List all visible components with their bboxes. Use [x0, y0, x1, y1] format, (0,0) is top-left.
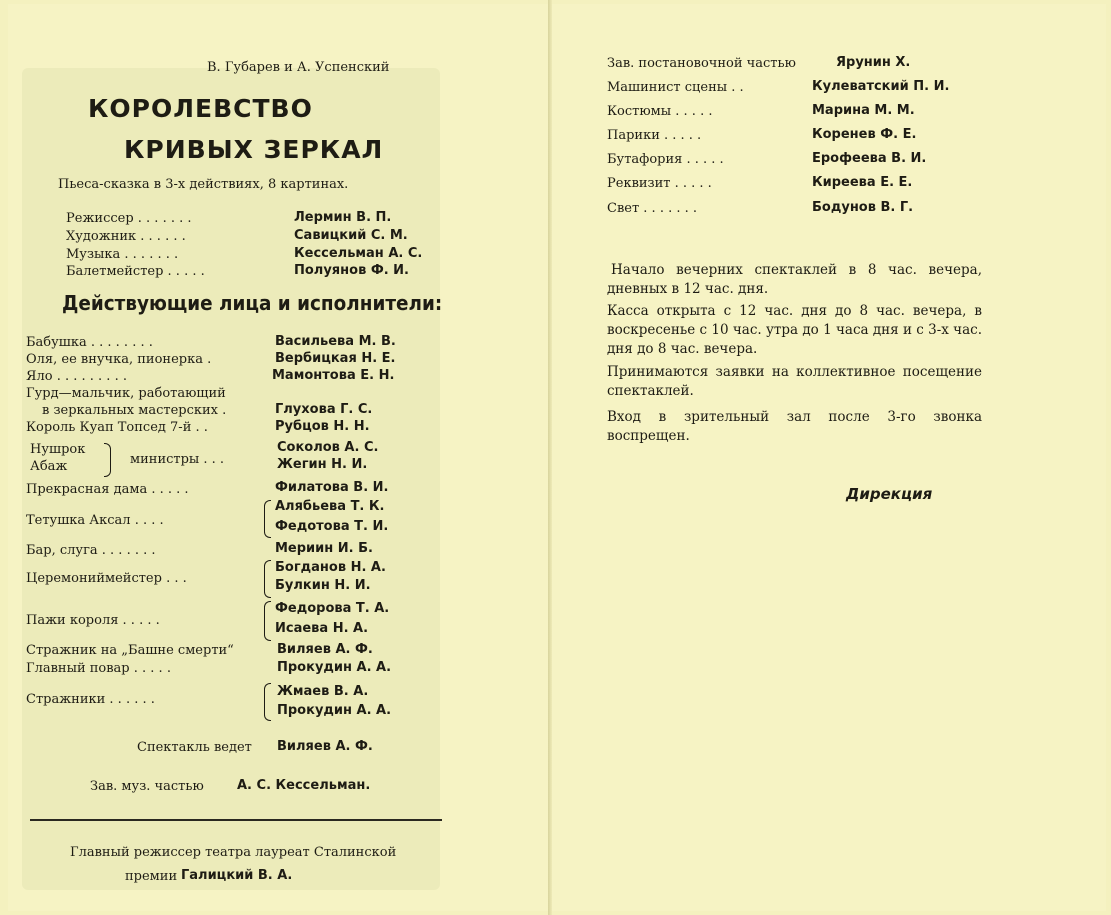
cast-role: Нушрок — [30, 442, 86, 457]
staff-role: Бутафория . . . . . — [607, 152, 724, 167]
cast-role: Король Куап Топсед 7-й . . — [26, 420, 208, 435]
cast-name: Богданов Н. А. — [275, 560, 386, 575]
crew-name: Полуянов Ф. И. — [294, 263, 409, 278]
cast-name: Васильева М. В. — [275, 334, 396, 349]
staff-role: Машинист сцены . . — [607, 80, 744, 95]
footer-line-2-label: премии — [125, 869, 178, 884]
crew-role: Режиссер . . . . . . . — [66, 211, 192, 226]
staff-role: Костюмы . . . . . — [607, 104, 713, 119]
cast-name: Федорова Т. А. — [275, 601, 390, 616]
cast-group: министры . . . — [130, 452, 225, 467]
brace-pages — [264, 601, 271, 641]
crew-role: Балетмейстер . . . . . — [66, 264, 205, 279]
cast-role: Гурд—мальчик, работающий — [26, 386, 226, 401]
title-line-1: КОРОЛЕВСТВО — [88, 94, 313, 123]
staff-role: Зав. постановочной частью — [607, 56, 796, 71]
page-fold — [548, 0, 552, 915]
cast-name: Мамонтова Е. Н. — [272, 368, 395, 383]
brace-aunt — [264, 500, 271, 538]
signature-direktsiya: Дирекция — [846, 485, 933, 503]
cast-name: Глухова Г. С. — [275, 402, 373, 417]
staff-name: Ерофеева В. И. — [812, 151, 927, 166]
cast-name: Булкин Н. И. — [275, 578, 371, 593]
subtitle: Пьеса-сказка в 3-х действиях, 8 картинах. — [58, 177, 349, 192]
staff-role: Парики . . . . . — [607, 128, 702, 143]
crew-name: Савицкий С. М. — [294, 228, 408, 243]
cast-name: Жегин Н. И. — [277, 457, 368, 472]
crew-name: Лермин В. П. — [294, 210, 392, 225]
staff-name: Кулеватский П. И. — [812, 79, 950, 94]
authors: В. Губарев и А. Успенский — [207, 60, 390, 75]
stage-manager-name: Виляев А. Ф. — [277, 739, 373, 754]
cast-role: Церемониймейстер . . . — [26, 571, 187, 586]
staff-name: Ярунин Х. — [836, 55, 911, 70]
cast-name: Исаева Н. А. — [275, 621, 369, 636]
staff-name: Бодунов В. Г. — [812, 200, 914, 215]
box-office-hours: Касса открыта с 12 час. дня до 8 час. вечера, в воскресенье с 10 час. утра до 1 часа дня и с 3-х час. дня до 8 час. вечера. — [607, 303, 982, 357]
cast-role: Яло . . . . . . . . . — [26, 369, 127, 384]
crew-name: Кессельман А. С. — [294, 246, 423, 261]
staff-name: Киреева Е. Е. — [812, 175, 913, 190]
cast-role: Бар, слуга . . . . . . . — [26, 543, 156, 558]
brace-ceremony — [264, 560, 271, 598]
cast-role: Тетушка Аксал . . . . — [26, 513, 164, 528]
cast-role: Пажи короля . . . . . — [26, 613, 160, 628]
cast-name: Виляев А. Ф. — [277, 642, 373, 657]
title-line-2: КРИВЫХ ЗЕРКАЛ — [124, 135, 384, 164]
cast-role: Абаж — [30, 459, 68, 474]
cast-role: Бабушка . . . . . . . . — [26, 335, 153, 350]
cast-role: Стражники . . . . . . — [26, 692, 155, 707]
music-head-name: А. С. Кессельман. — [237, 778, 371, 793]
cast-role: Главный повар . . . . . — [26, 661, 171, 676]
cast-name: Вербицкая Н. Е. — [275, 351, 396, 366]
cast-name: Федотова Т. И. — [275, 519, 389, 534]
staff-name: Марина М. М. — [812, 103, 915, 118]
cast-name: Филатова В. И. — [275, 480, 389, 495]
cast-role: Оля, ее внучка, пионерка . — [26, 352, 212, 367]
footer-line-1: Главный режиссер театра лауреат Сталинской — [70, 845, 397, 860]
footer-line-2-name: Галицкий В. А. — [181, 868, 293, 883]
cast-name: Прокудин А. А. — [277, 660, 392, 675]
stage-manager-label: Спектакль ведет — [137, 740, 252, 755]
crew-role: Музыка . . . . . . . — [66, 247, 179, 262]
performance-times: Начало вечерних спектаклей в 8 час. вечера, дневных в 12 час. дня. — [607, 262, 982, 297]
music-head-label: Зав. муз. частью — [90, 779, 204, 794]
brace-ministers — [104, 443, 111, 477]
cast-name: Мериин И. Б. — [275, 541, 373, 556]
crew-role: Художник . . . . . . — [66, 229, 186, 244]
entry-rule: Вход в зрительный зал после 3-го звонка воспрещен. — [607, 409, 982, 444]
staff-name: Коренев Ф. Е. — [812, 127, 917, 142]
cast-heading: Действующие лица и исполнители: — [62, 291, 443, 315]
cast-name: Жмаев В. А. — [277, 684, 369, 699]
group-bookings: Принимаются заявки на коллективное посещение спектаклей. — [607, 364, 982, 399]
cast-role: Стражник на „Башне смерти“ — [26, 643, 234, 658]
brace-guards — [264, 683, 271, 721]
cast-name: Соколов А. С. — [277, 440, 379, 455]
divider-rule — [30, 819, 442, 821]
cast-name: Рубцов Н. Н. — [275, 419, 370, 434]
cast-name: Алябьева Т. К. — [275, 499, 385, 514]
cast-role: в зеркальных мастерских . — [42, 403, 227, 418]
cast-role: Прекрасная дама . . . . . — [26, 482, 189, 497]
staff-role: Свет . . . . . . . — [607, 201, 698, 216]
staff-role: Реквизит . . . . . — [607, 176, 712, 191]
cast-name: Прокудин А. А. — [277, 703, 392, 718]
